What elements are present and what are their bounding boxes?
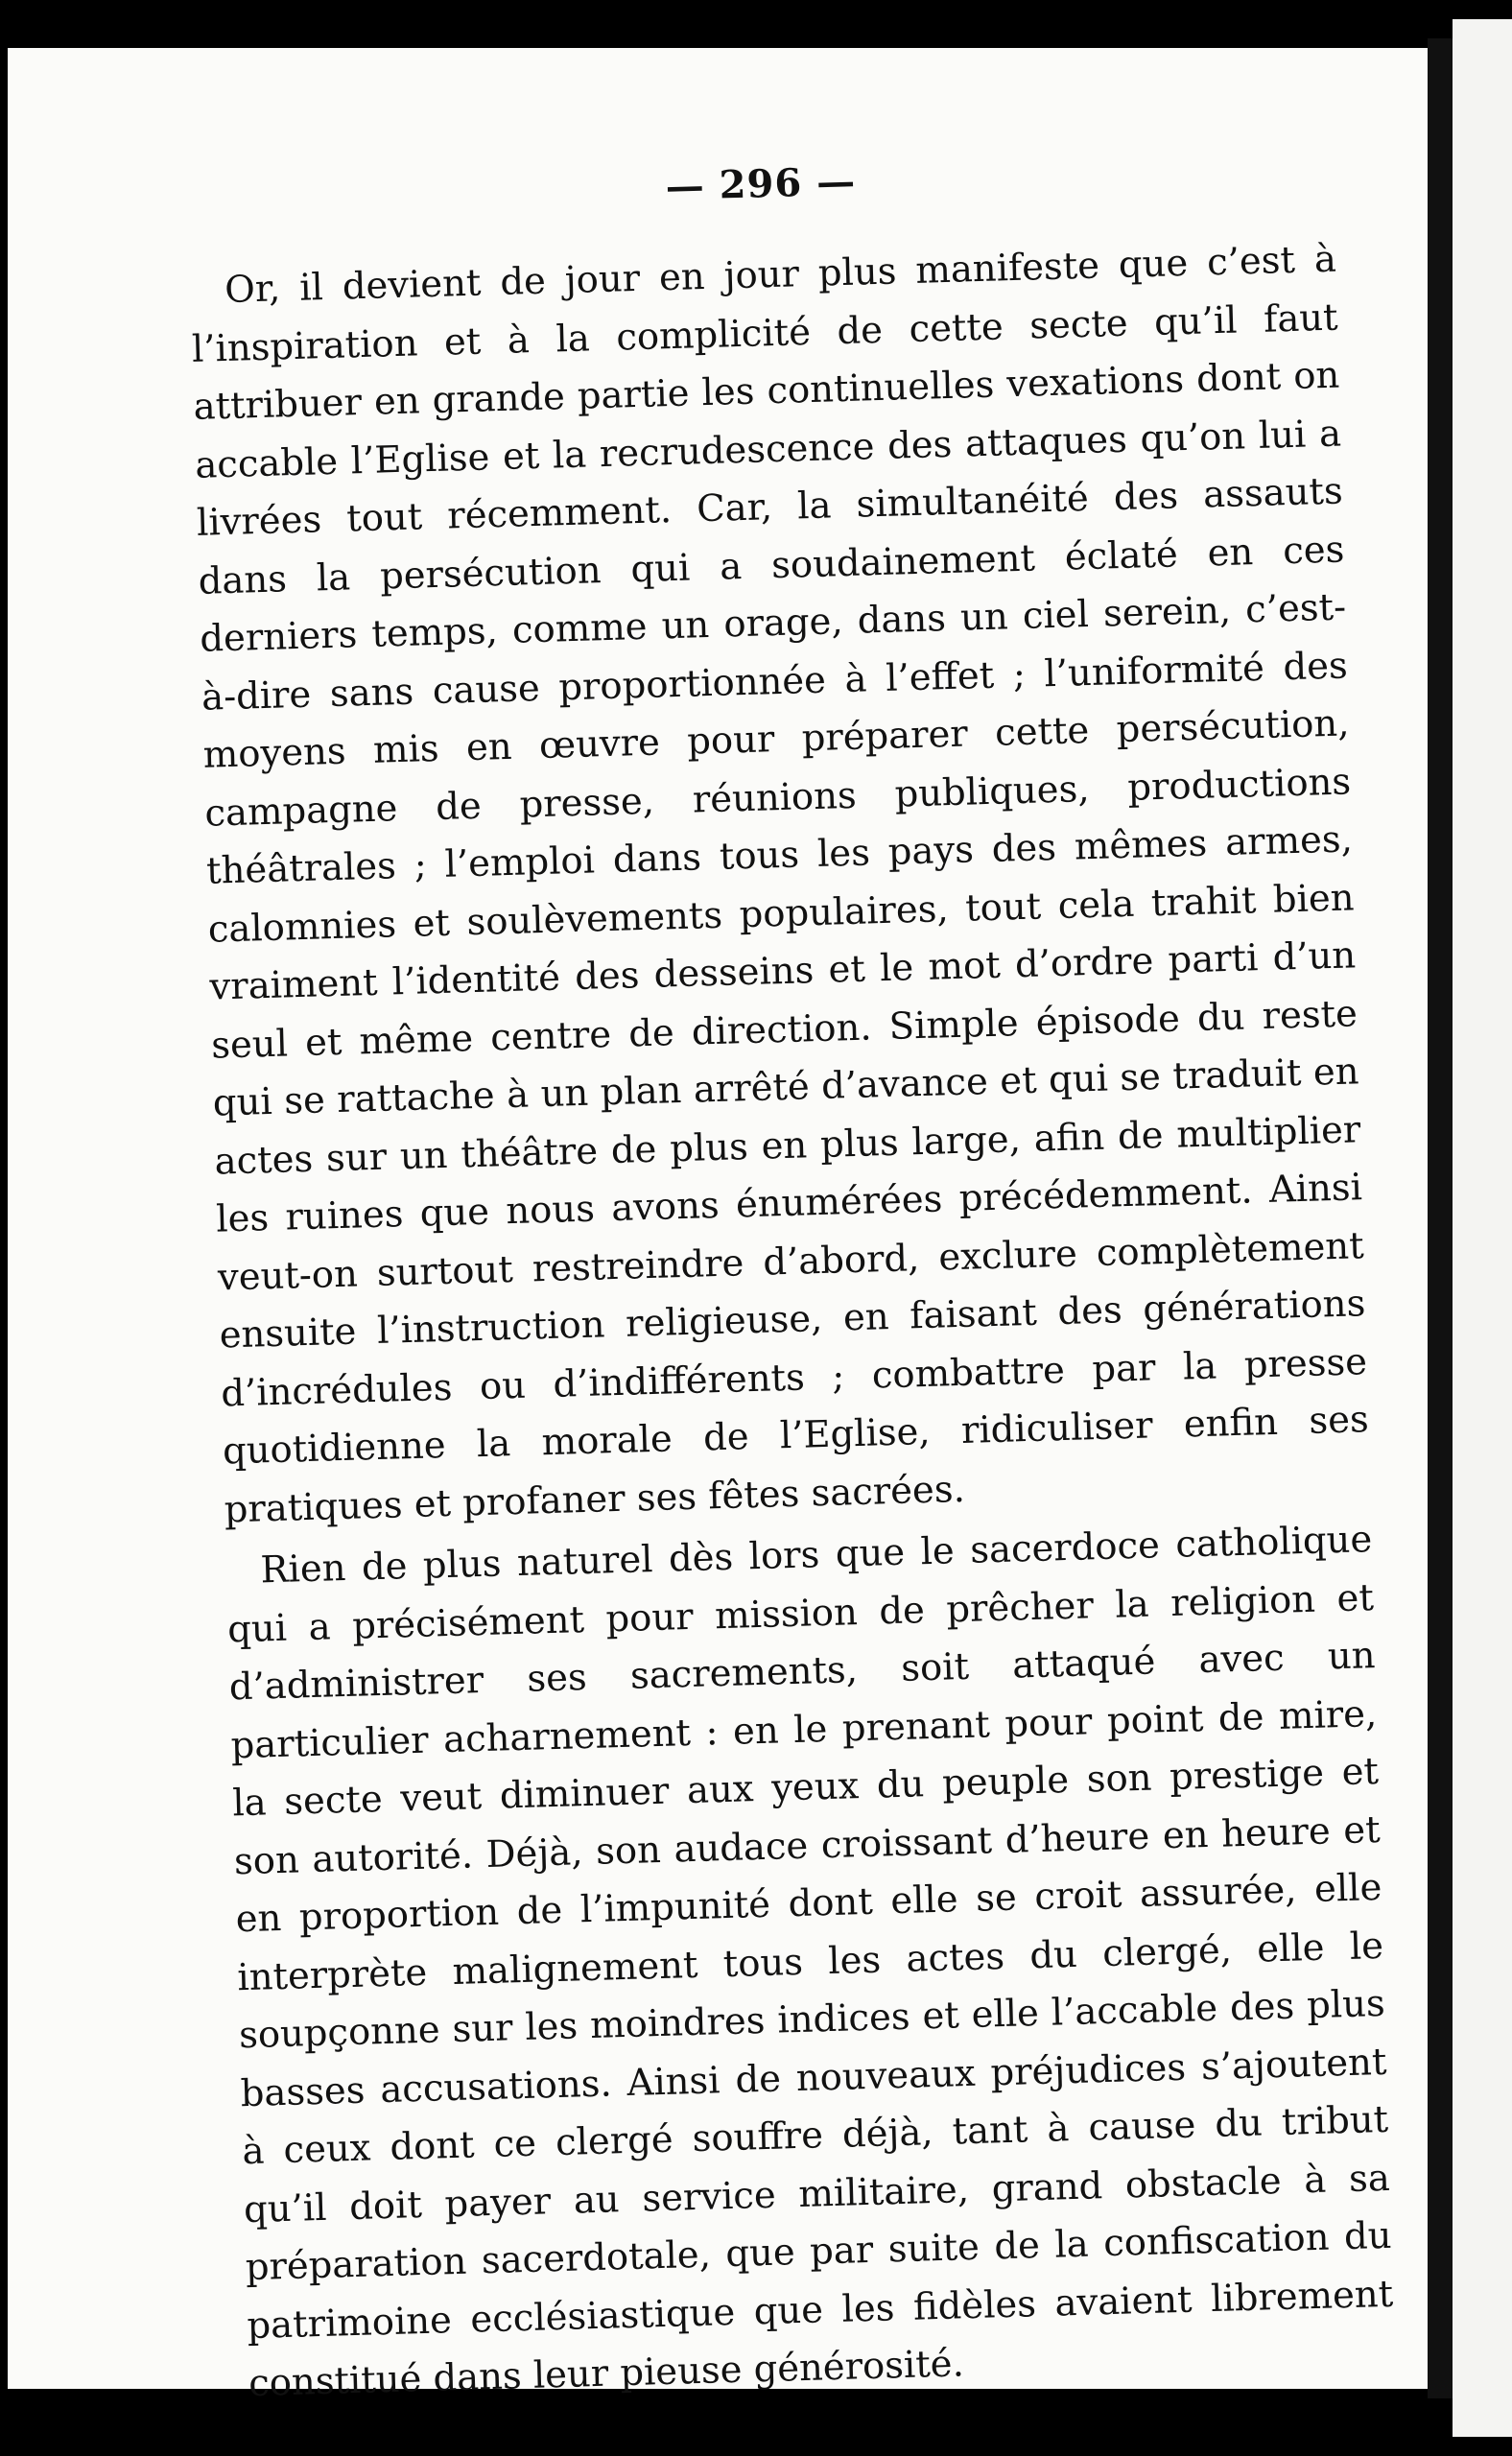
paragraph-1: Or, il devient de jour en jour plus manifeste que c’est à l’inspiration et à la complicité de cette secte qu’il faut attribuer en grande partie les continuelles vexations dont on accable l’Eglise et la recrudescence des attaques qu’on lui a livrées tout récemment. Car, la simultanéité des assauts dans la persécution qui a soudainement éclaté en ces derniers temps, comme un orage, dans un ciel serein, c’est-à-dire sans cause proportionnée à l’effet ; l’uniformité des moyens mis en œuvre pour préparer cette persécution, campagne de presse, réunions publiques, productions théâtrales ; l’emploi dans tous les pays des mêmes armes, calomnies et soulèvements populaires, tout cela trahit bien vraiment l’identité des desseins et le mot d’ordre parti d’un seul et même centre de direction. Simple épisode du reste qui se rattache à un plan arrêté d’avance et qui se traduit en actes sur un théâtre de plus en plus large, afin de multiplier les ruines que nous avons énumérées précédemment. Ainsi veut-on surtout restreindre d’abord, exclure complètement ensuite l’instruction religieuse, en faisant des générations d’incrédules ou d’indifférents ; combattre par la presse quotidienne la morale de l’Eglise, ridiculiser enfin ses pratiques et profaner ses fêtes sacrées.	[191, 237, 1370, 1531]
binding-shadow	[1428, 38, 1453, 2398]
page-text-block	[187, 146, 1396, 2414]
paragraph-2: Rien de plus naturel dès lors que le sacerdoce catholique qui a précisément pour mission de prêcher la religion et d’administrer ses sacrements, soit attaqué avec un particulier acharnement : en le prenant pour point de mire, la secte veut diminuer aux yeux du peuple son prestige et son autorité. Déjà, son audace croissant d’heure en heure et en proportion de l’impunité dont elle se croit assurée, elle interprète malignement tous les actes du clergé, elle le soupçonne sur les moindres indices et elle l’accable des plus basses accusations. Ainsi de nouveaux préjudices s’ajoutent à ceux dont ce clergé souffre déjà, tant à cause du tribut qu’il doit payer au service militaire, grand obstacle à sa préparation sacerdotale, que par suite de la confiscation du patrimoine ecclésiastique que les fidèles avaient librement constitué dans leur pieuse générosité.	[226, 1518, 1394, 2406]
next-page-edge	[1453, 19, 1512, 2437]
page-number: — 296 —	[665, 158, 857, 210]
